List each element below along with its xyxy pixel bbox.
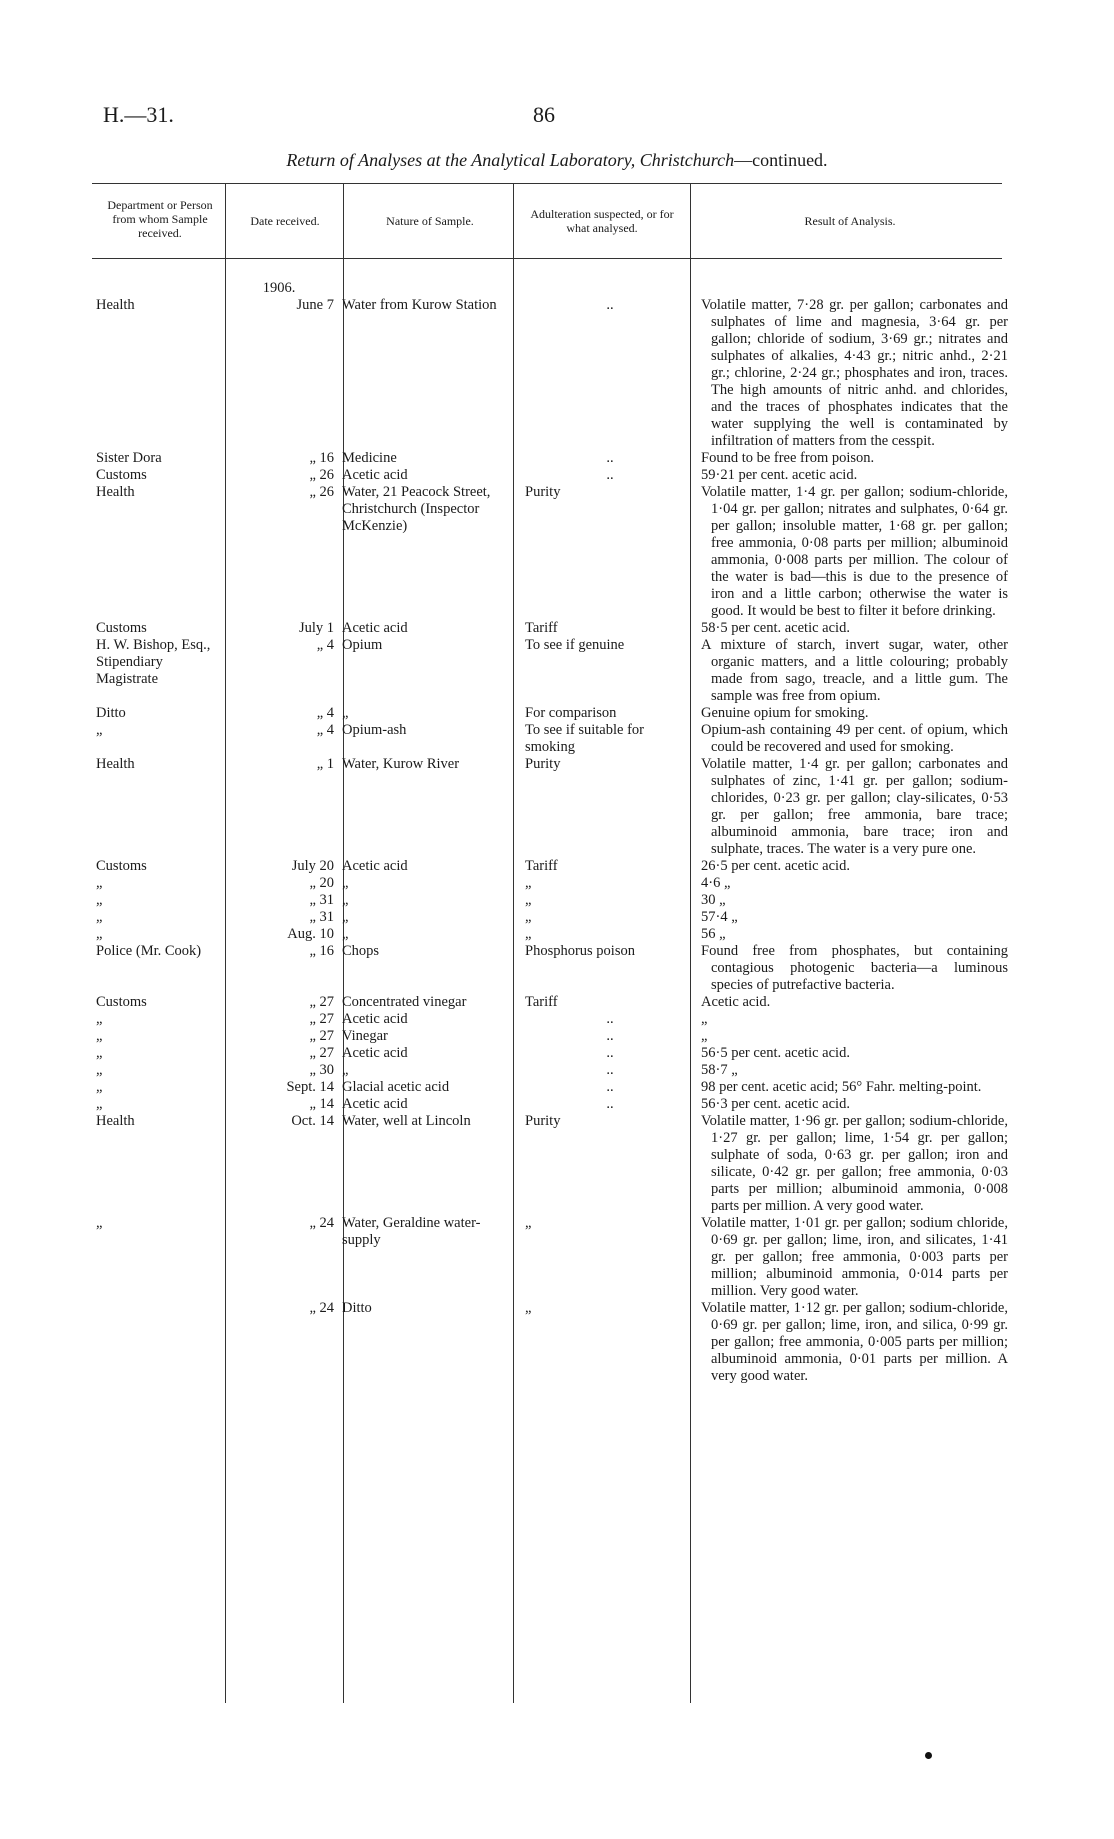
table-row [92, 637, 1012, 705]
purpose-cell: .. [606, 467, 614, 483]
table-row [92, 756, 1012, 858]
result-cell: 30 „ [701, 892, 726, 908]
result-cell: Volatile matter, 1·01 gr. per gallon; sodium chloride, 0·69 gr. per gallon; lime, iron, and silicates, 1·41 gr. per gallon; free ammonia, 0·003 parts per million; albuminoid ammonia, 0·014 parts per million. Very good water. [701, 1215, 1008, 1299]
date-cell: „ 4 [316, 637, 334, 653]
sample-cell: Chops [342, 943, 380, 959]
sample-cell: Medicine [342, 450, 397, 466]
date-cell: „ 16 [309, 943, 334, 959]
purpose-cell: .. [606, 1079, 614, 1095]
sample-cell: Acetic acid [342, 467, 408, 483]
department-cell: „ [96, 1062, 103, 1078]
sample-cell: „ [342, 1062, 349, 1078]
sample-cell: „ [342, 705, 349, 721]
page-number: 86 [533, 102, 555, 127]
date-cell: „ 4 [316, 705, 334, 721]
table-body [92, 297, 1012, 1385]
date-cell: „ 26 [309, 467, 334, 483]
date-cell: July 1 [298, 620, 334, 636]
table-row [92, 1011, 1012, 1028]
analyses-table [92, 280, 1012, 1385]
purpose-cell: Purity [525, 756, 561, 772]
table-row [92, 722, 1012, 756]
department-cell: H. W. Bishop, Esq., Stipendiary Magistrate [96, 637, 211, 687]
result-cell: 58·5 per cent. acetic acid. [701, 620, 850, 636]
table-row [92, 620, 1012, 637]
purpose-cell: .. [606, 1062, 614, 1078]
date-cell: „ 16 [309, 450, 334, 466]
table-row [92, 1028, 1012, 1045]
result-cell: 56 „ [701, 926, 726, 942]
result-cell: Acetic acid. [701, 994, 771, 1010]
column-header-result: Result of Analysis. [804, 214, 896, 228]
table-row [92, 1215, 1012, 1300]
result-cell: 57·4 „ [701, 909, 738, 925]
table-top-rule [92, 183, 1002, 184]
purpose-cell: .. [606, 297, 614, 313]
department-cell: „ [96, 1079, 103, 1095]
department-cell: „ [96, 926, 103, 942]
purpose-cell: „ [525, 1215, 532, 1231]
purpose-cell: .. [606, 1096, 614, 1112]
table-row [92, 909, 1012, 926]
column-header-date: Date received. [250, 214, 320, 228]
purpose-cell: Tariff [525, 994, 558, 1010]
date-cell: Oct. 14 [291, 1113, 334, 1129]
table-header-rule [92, 258, 1002, 259]
department-cell: Sister Dora [96, 450, 162, 466]
sample-cell: „ [342, 909, 349, 925]
result-cell: Found to be free from poison. [701, 450, 875, 466]
table-row [92, 1079, 1012, 1096]
purpose-cell: „ [525, 926, 532, 942]
table-row [92, 892, 1012, 909]
result-cell: Volatile matter, 1·4 gr. per gallon; carbonates and sulphates of zinc, 1·41 gr. per gallon; sodium-chlorides, 0·23 gr. per gallon; clay-silicates, 0·53 gr. per gallon; free ammonia, bare trace; albuminoid ammonia, bare trace; iron and sulphate, traces. The water is a very pure one. [701, 756, 1008, 857]
department-cell: Health [96, 756, 135, 772]
department-cell: Health [96, 297, 135, 313]
report-reference: H.—31. [103, 102, 174, 127]
date-cell: „ 26 [309, 484, 334, 500]
page-title [0, 150, 1114, 171]
date-cell: Aug. 10 [287, 926, 334, 942]
title-suffix: —continued. [734, 150, 828, 170]
table-row [92, 1062, 1012, 1079]
result-cell: „ [701, 1011, 708, 1027]
table-row [92, 297, 1012, 450]
result-cell: 59·21 per cent. acetic acid. [701, 467, 858, 483]
column-header-nature: Nature of Sample. [386, 214, 474, 228]
table-row [92, 484, 1012, 620]
purpose-cell: To see if genuine [525, 637, 625, 653]
purpose-cell: To see if suitable for smoking [525, 722, 644, 755]
date-cell: „ 24 [309, 1215, 334, 1231]
date-cell: „ 31 [309, 892, 334, 908]
table-row [92, 1096, 1012, 1113]
purpose-cell: .. [606, 1045, 614, 1061]
sample-cell: Water, Kurow River [342, 756, 460, 772]
column-header-adulteration: Adulteration suspected, or for what analysed. [530, 207, 674, 235]
table-row [92, 1113, 1012, 1215]
date-cell: July 20 [291, 858, 334, 874]
ink-mark [925, 1752, 932, 1759]
department-cell: Customs [96, 858, 147, 874]
sample-cell: Acetic acid [342, 1011, 408, 1027]
table-row [92, 875, 1012, 892]
date-cell: „ 14 [309, 1096, 334, 1112]
result-cell: 26·5 per cent. acetic acid. [701, 858, 850, 874]
table-row [92, 1045, 1012, 1062]
table-row [92, 858, 1012, 875]
sample-cell: Opium-ash [342, 722, 407, 738]
sample-cell: Acetic acid [342, 1096, 408, 1112]
result-cell: Genuine opium for smoking. [701, 705, 869, 721]
sample-cell: Opium [342, 637, 383, 653]
purpose-cell: „ [525, 892, 532, 908]
year-row [92, 280, 1012, 297]
department-cell: „ [96, 722, 103, 738]
date-cell: „ 31 [309, 909, 334, 925]
table-row [92, 943, 1012, 994]
result-cell: Volatile matter, 1·96 gr. per gallon; sodium-chloride, 1·27 gr. per gallon; lime, 1·54 gr. per gallon; sulphate of soda, 0·63 gr. per gallon; iron and silicate, 0·42 gr. per gallon; free ammonia, 0·03 parts per million; albuminoid ammonia, 0·008 parts per million. A very good water. [701, 1113, 1008, 1214]
department-cell: Customs [96, 994, 147, 1010]
purpose-cell: For comparison [525, 705, 617, 721]
result-cell: 56·5 per cent. acetic acid. [701, 1045, 850, 1061]
sample-cell: „ [342, 875, 349, 891]
column-header-department: Department or Person from whom Sample received. [107, 198, 213, 240]
sample-cell: Glacial acetic acid [342, 1079, 450, 1095]
sample-cell: Concentrated vinegar [342, 994, 467, 1010]
result-cell: Volatile matter, 1·4 gr. per gallon; sodium-chloride, 1·04 gr. per gallon; nitrates and sulphates, 0·64 gr. per gallon; insoluble matter, 1·68 gr. per gallon; free ammonia, 0·08 parts per million; albuminoid ammonia, 0·008 parts per million. The colour of the water is bad—this is due to the presence of iron and a little carbon; otherwise the water is good. It would be best to filter it before drinking. [701, 484, 1008, 619]
sample-cell: Water from Kurow Station [342, 297, 497, 313]
department-cell [92, 1300, 220, 1385]
date-cell: „ 27 [309, 1028, 334, 1044]
table-row [92, 705, 1012, 722]
result-cell: 4·6 „ [701, 875, 731, 891]
date-cell: „ 27 [309, 1011, 334, 1027]
department-cell: „ [96, 1028, 103, 1044]
sample-cell: Acetic acid [342, 1045, 408, 1061]
date-cell: „ 30 [309, 1062, 334, 1078]
result-cell: 58·7 „ [701, 1062, 738, 1078]
department-cell: Police (Mr. Cook) [96, 943, 202, 959]
table-row [92, 450, 1012, 467]
purpose-cell: „ [525, 875, 532, 891]
sample-cell: Acetic acid [342, 620, 408, 636]
sample-cell: Water, well at Lincoln [342, 1113, 471, 1129]
year-label: 1906. [262, 280, 296, 296]
purpose-cell: Purity [525, 484, 561, 500]
table-row [92, 926, 1012, 943]
purpose-cell: Purity [525, 1113, 561, 1129]
date-cell: „ 24 [309, 1300, 334, 1316]
result-cell: 56·3 per cent. acetic acid. [701, 1096, 850, 1112]
department-cell: „ [96, 1096, 103, 1112]
date-cell: „ 27 [309, 1045, 334, 1061]
department-cell: „ [96, 909, 103, 925]
department-cell: Ditto [96, 705, 126, 721]
result-cell: Opium-ash containing 49 per cent. of opium, which could be recovered and used for smoking. [701, 722, 1008, 755]
purpose-cell: Tariff [525, 620, 558, 636]
date-cell: „ 20 [309, 875, 334, 891]
date-cell: „ 1 [316, 756, 334, 772]
sample-cell: „ [342, 926, 349, 942]
table-row [92, 994, 1012, 1011]
sample-cell: „ [342, 892, 349, 908]
purpose-cell: .. [606, 1011, 614, 1027]
purpose-cell: .. [606, 1028, 614, 1044]
department-cell: „ [96, 892, 103, 908]
result-cell: Volatile matter, 7·28 gr. per gallon; carbonates and sulphates of lime and magnesia, 3·64 gr. per gallon; chloride of sodium, 3·69 gr.; nitrates and sulphates of alkalies, 4·43 gr.; nitric anhd., 2·21 gr.; chlorine, 2·24 gr.; phosphates and iron, traces. The high amounts of nitric anhd. and chlorides, and the traces of phosphates indicates that the water supplying the well is contaminated by infiltration of matters from the cesspit. [701, 297, 1008, 449]
date-cell: June 7 [296, 297, 334, 313]
date-cell: „ 4 [316, 722, 334, 738]
sample-cell: Ditto [342, 1300, 372, 1316]
sample-cell: Vinegar [342, 1028, 388, 1044]
date-cell: Sept. 14 [286, 1079, 334, 1095]
purpose-cell: .. [606, 450, 614, 466]
purpose-cell: Phosphorus poison [525, 943, 635, 959]
department-cell: Customs [96, 620, 147, 636]
result-cell: 98 per cent. acetic acid; 56° Fahr. melting-point. [701, 1079, 982, 1095]
result-cell: Found free from phosphates, but containing contagious photogenic bacteria—a luminous species of putrefactive bacteria. [701, 943, 1008, 993]
department-cell: „ [96, 1011, 103, 1027]
department-cell: Health [96, 1113, 135, 1129]
table-row [92, 1300, 1012, 1385]
sample-cell: Water, 21 Peacock Street, Christchurch (Inspector McKenzie) [342, 484, 491, 534]
department-cell: „ [96, 875, 103, 891]
result-cell: „ [701, 1028, 708, 1044]
result-cell: A mixture of starch, invert sugar, water, other organic matters, and a little colouring; probably made from sago, treacle, and a little gum. The sample was free from opium. [701, 637, 1008, 704]
department-cell: Customs [96, 467, 147, 483]
department-cell: „ [96, 1215, 103, 1231]
department-cell: „ [96, 1045, 103, 1061]
table-row [92, 467, 1012, 484]
purpose-cell: Tariff [525, 858, 558, 874]
result-cell: Volatile matter, 1·12 gr. per gallon; sodium-chloride, 0·69 gr. per gallon; lime, iron, and silica, 0·99 gr. per gallon; free ammonia, 0·005 parts per million; albuminoid ammonia, 0·01 parts per million. A very good water. [701, 1300, 1008, 1384]
department-cell: Health [96, 484, 135, 500]
title-italic: Return of Analyses at the Analytical Laboratory, Christchurch [286, 150, 735, 170]
sample-cell: Acetic acid [342, 858, 408, 874]
purpose-cell: „ [525, 909, 532, 925]
date-cell: „ 27 [309, 994, 334, 1010]
purpose-cell: „ [525, 1300, 532, 1316]
sample-cell: Water, Geraldine water-supply [342, 1215, 481, 1248]
